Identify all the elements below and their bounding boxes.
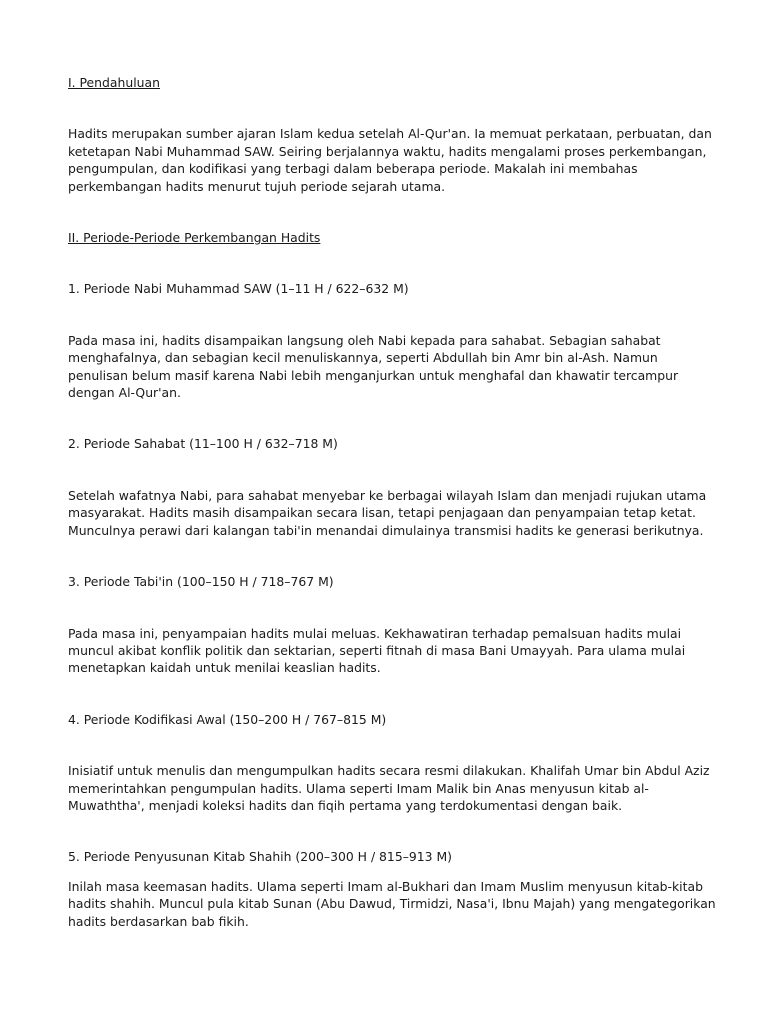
period-paragraph-5: Inilah masa keemasan hadits. Ulama seperti Imam al-Bukhari dan Imam Muslim menyusun kitab-kitab hadits shahih. Muncul pula kitab Sunan (Abu Dawud, Tirmidzi, Nasa'i, Ibnu Majah) yang mengategorikan hadits berdasarkan bab fikih. bbox=[68, 878, 716, 929]
document-body bbox=[68, 74, 718, 930]
section-heading-periode: II. Periode-Periode Perkembangan Hadits bbox=[68, 230, 321, 246]
period-title-1: 1. Periode Nabi Muhammad SAW (1–11 H / 622–632 M) bbox=[68, 281, 409, 297]
period-paragraph-2: Setelah wafatnya Nabi, para sahabat menyebar ke berbagai wilayah Islam dan menjadi rujukan utama masyarakat. Hadits masih disampaikan secara lisan, tetapi penjagaan dan penyampaian tetap ketat. Munculnya perawi dari kalangan tabi'in menandai dimulainya transmisi hadits ke generasi berikutnya. bbox=[68, 487, 707, 538]
period-title-3: 3. Periode Tabi'in (100–150 H / 718–767 M) bbox=[68, 574, 334, 590]
period-paragraph-4: Inisiatif untuk menulis dan mengumpulkan hadits secara resmi dilakukan. Khalifah Umar bin Abdul Aziz memerintahkan pengumpulan hadits. Ulama seperti Imam Malik bin Anas menyusun kitab al-Muwaththa', menjadi koleksi hadits dan fiqih pertama yang terdokumentasi dengan baik. bbox=[68, 763, 710, 813]
period-title-2: 2. Periode Sahabat (11–100 H / 632–718 M) bbox=[68, 436, 338, 452]
period-paragraph-1: Pada masa ini, hadits disampaikan langsung oleh Nabi kepada para sahabat. Sebagian sahabat menghafalnya, dan sebagian kecil menuliskannya, seperti Abdullah bin Amr bin al-Ash. Namun penulisan belum masif karena Nabi lebih menganjurkan untuk menghafal dan khawatir tercampur dengan Al-Qur'an. bbox=[68, 332, 679, 401]
intro-paragraph: Hadits merupakan sumber ajaran Islam kedua setelah Al-Qur'an. Ia memuat perkataan, perbuatan, dan ketetapan Nabi Muhammad SAW. Seiring berjalannya waktu, hadits mengalami proses perkembangan, pengumpulan, dan kodifikasi yang terbagi dalam beberapa periode. Makalah ini membahas perkembangan hadits menurut tujuh periode sejarah utama. bbox=[68, 126, 712, 194]
period-title-5: 5. Periode Penyusunan Kitab Shahih (200–300 H / 815–913 M) bbox=[68, 849, 453, 865]
period-title-4: 4. Periode Kodifikasi Awal (150–200 H / 767–815 M) bbox=[68, 711, 387, 727]
section-heading-pendahuluan: I. Pendahuluan bbox=[68, 75, 160, 90]
period-paragraph-3: Pada masa ini, penyampaian hadits mulai meluas. Kekhawatiran terhadap pemalsuan hadits mulai muncul akibat konflik politik dan sektarian, seperti fitnah di masa Bani Umayyah. Para ulama mulai menetapkan kaidah untuk menilai keaslian hadits. bbox=[68, 625, 686, 676]
